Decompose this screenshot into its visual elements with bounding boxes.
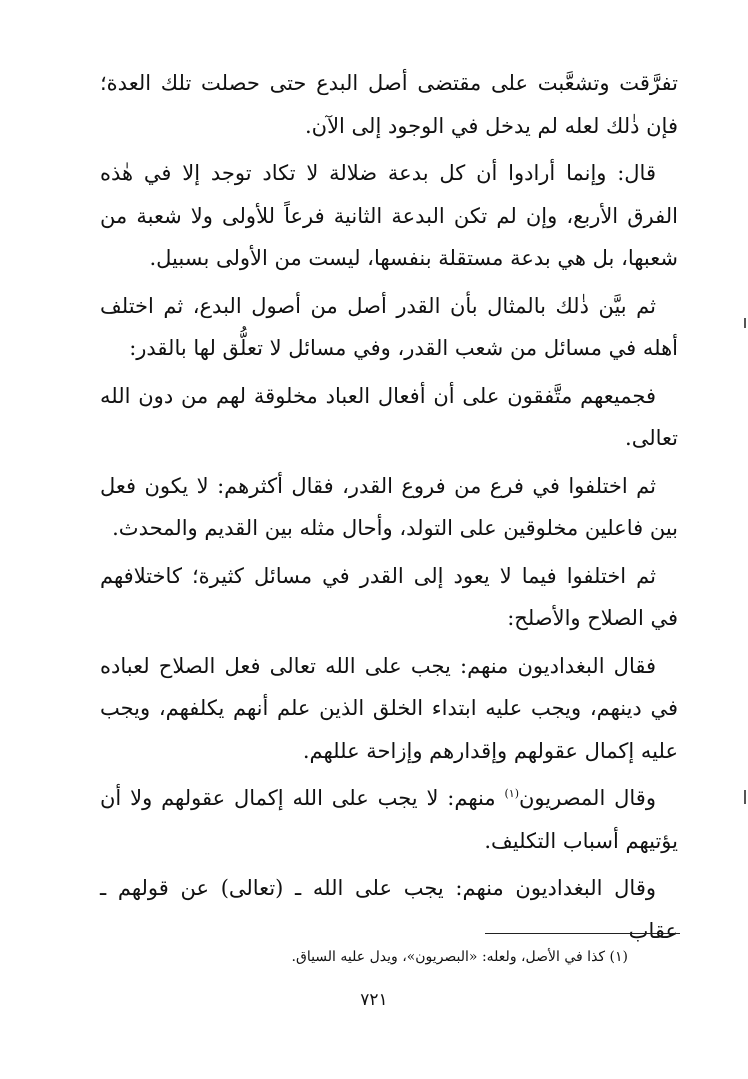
footnote-reference: (١)	[504, 787, 519, 800]
main-text	[100, 62, 678, 957]
paragraph-7: فقال البغداديون منهم: يجب على الله تعالى فعل الصلاح لعباده في دينهم، ويجب عليه ابتداء الخلق الذين علم أنهم يكلفهم، ويجب عليه إكمال عقولهم وإقدارهم وإزاحة عللهم.	[100, 653, 678, 763]
footnote: (١) كذا في الأصل، ولعله: «البصريون»، ويدل عليه السياق.	[291, 949, 628, 965]
footnote-divider	[485, 933, 680, 934]
paragraph-8-rest: منهم: لا يجب على الله إكمال عقولهم ولا أن يؤتيهم أسباب التكليف.	[100, 786, 678, 853]
page-number: ٧٢١	[360, 990, 388, 1010]
paragraph-5: ثم اختلفوا في فرع من فروع القدر، فقال أكثرهم: لا يكون فعل بين فاعلين مخلوقين على التولد، وأحال مثله بين القديم والمحدث.	[100, 473, 678, 540]
paragraph-4: فجميعهم متَّفقون على أن أفعال العباد مخلوقة لهم من دون الله تعالى.	[100, 383, 678, 450]
paragraph-8	[100, 777, 678, 862]
paragraph-1: تفرَّقت وتشعَّبت على مقتضى أصل البدع حتى حصلت تلك العدة؛ فإن ذٰلك لعله لم يدخل في الوجود إلى الآن.	[100, 71, 678, 138]
paragraph-2: قال: وإنما أرادوا أن كل بدعة ضلالة لا تكاد توجد إلا في هٰذه الفرق الأربع، وإن لم تكن البدعة الثانية فرعاً للأولى ولا شعبة من شعبها، بل هي بدعة مستقلة بنفسها، ليست من الأولى بسبيل.	[100, 161, 678, 270]
paragraph-8-prefix: وقال المصريون	[519, 786, 656, 810]
margin-mark	[744, 318, 746, 328]
paragraph-6: ثم اختلفوا فيما لا يعود إلى القدر في مسائل كثيرة؛ كاختلافهم في الصلاح والأصلح:	[100, 563, 678, 630]
paragraph-9: وقال البغداديون منهم: يجب على الله ـ (تعالى) عن قولهم ـ عقاب	[100, 876, 678, 943]
margin-mark	[744, 790, 746, 804]
paragraph-3: ثم بيَّن ذٰلك بالمثال بأن القدر أصل من أصول البدع، ثم اختلف أهله في مسائل من شعب القدر، وفي مسائل لا تعلُّق لها بالقدر:	[100, 293, 678, 360]
